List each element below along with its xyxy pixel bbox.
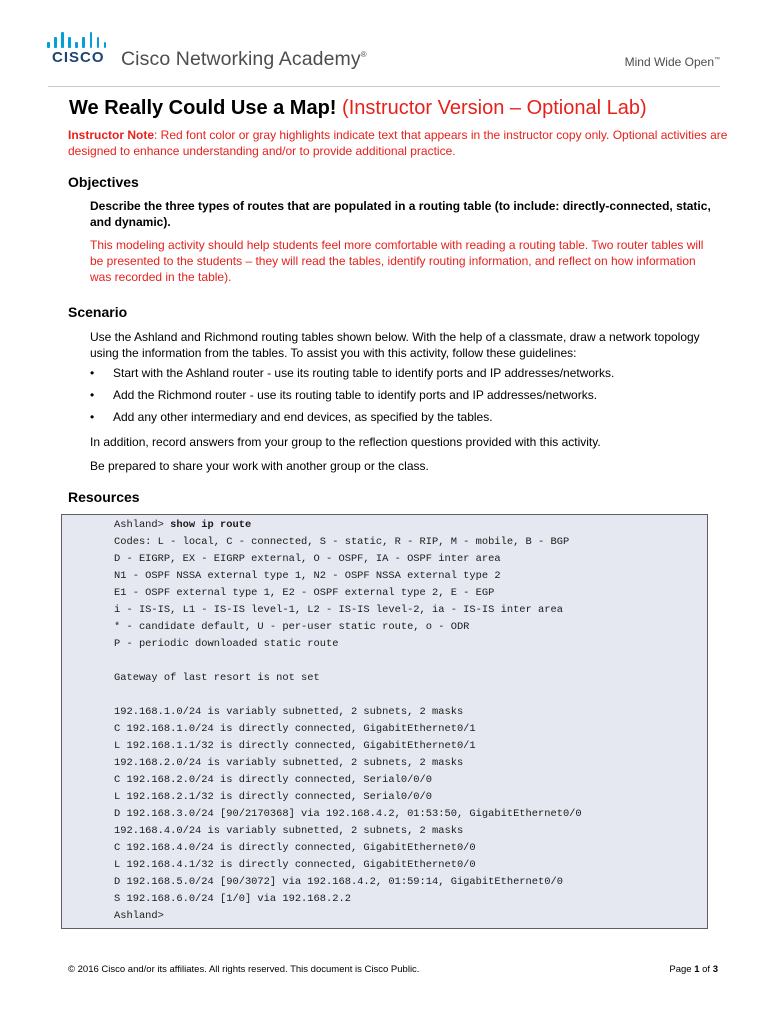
- code-line: D - EIGRP, EX - EIGRP external, O - OSPF, IA - OSPF inter area: [114, 553, 501, 565]
- command-line: Ashland> show ip route: [114, 519, 252, 531]
- cisco-wordmark: CISCO: [52, 49, 105, 66]
- instructor-note: Instructor Note: Red font color or gray highlights indicate text that appears in the instructor copy only. Optional activities are designed to enhance understanding and/or to provide additional practice.: [68, 128, 728, 158]
- page-header: [0, 0, 768, 86]
- scenario-heading: Scenario: [68, 304, 128, 320]
- code-line: Codes: L - local, C - connected, S - static, R - RIP, M - mobile, B - BGP: [114, 536, 570, 548]
- routing-table-output: [61, 514, 708, 929]
- scenario-prepared: Be prepared to share your work with another group or the class.: [90, 459, 429, 473]
- cisco-logo: [47, 30, 111, 66]
- page-number: Page 1 of 3: [669, 964, 718, 975]
- code-line: Ashland>: [114, 910, 164, 922]
- code-line: i - IS-IS, L1 - IS-IS level-1, L2 - IS-IS level-2, ia - IS-IS inter area: [114, 604, 563, 616]
- title-version: (Instructor Version – Optional Lab): [342, 97, 647, 119]
- code-line: N1 - OSPF NSSA external type 1, N2 - OSPF NSSA external type 2: [114, 570, 501, 582]
- academy-name: Cisco Networking Academy®: [121, 48, 367, 70]
- tagline: Mind Wide Open™: [624, 55, 720, 69]
- list-item: • Add the Richmond router - use its routing table to identify ports and IP addresses/networks.: [90, 388, 598, 402]
- guideline-list: [90, 365, 720, 431]
- code-line: C 192.168.2.0/24 is directly connected, Serial0/0/0: [114, 774, 433, 786]
- code-line: E1 - OSPF external type 1, E2 - OSPF external type 2, E - EGP: [114, 587, 495, 599]
- page-title: We Really Could Use a Map! (Instructor Version – Optional Lab): [69, 97, 647, 119]
- header-divider: [48, 86, 720, 87]
- code-line: D 192.168.3.0/24 [90/2170368] via 192.168.4.2, 01:53:50, GigabitEthernet0/0: [114, 808, 582, 820]
- code-line: P - periodic downloaded static route: [114, 638, 339, 650]
- copyright-notice: © 2016 Cisco and/or its affiliates. All rights reserved. This document is Cisco Public.: [68, 964, 420, 975]
- resources-heading: Resources: [68, 489, 140, 505]
- code-line: 192.168.4.0/24 is variably subnetted, 2 subnets, 2 masks: [114, 825, 464, 837]
- code-line: C 192.168.4.0/24 is directly connected, GigabitEthernet0/0: [114, 842, 476, 854]
- scenario-intro: Use the Ashland and Richmond routing tables shown below. With the help of a classmate, draw a network topology using the information from the tables. To assist you with this activity, follow these guidelines:: [90, 330, 700, 360]
- code-line: D 192.168.5.0/24 [90/3072] via 192.168.4.2, 01:59:14, GigabitEthernet0/0: [114, 876, 563, 888]
- code-line: C 192.168.1.0/24 is directly connected, GigabitEthernet0/1: [114, 723, 476, 735]
- code-line: L 192.168.2.1/32 is directly connected, Serial0/0/0: [114, 791, 433, 803]
- code-line: 192.168.1.0/24 is variably subnetted, 2 subnets, 2 masks: [114, 706, 464, 718]
- list-item: • Add any other intermediary and end devices, as specified by the tables.: [90, 410, 493, 424]
- code-line: S 192.168.6.0/24 [1/0] via 192.168.2.2: [114, 893, 351, 905]
- code-line: L 192.168.4.1/32 is directly connected, GigabitEthernet0/0: [114, 859, 476, 871]
- objective-instructor-text: This modeling activity should help students feel more comfortable with reading a routing table. Two router tables will be presented to the students – they will read the tables, identify routing information, and reflect on how information was recorded in the table).: [90, 238, 704, 284]
- scenario-addition: In addition, record answers from your group to the reflection questions provided with this activity.: [90, 435, 601, 449]
- code-line: L 192.168.1.1/32 is directly connected, GigabitEthernet0/1: [114, 740, 476, 752]
- list-item: • Start with the Ashland router - use its routing table to identify ports and IP addresses/networks.: [90, 366, 615, 380]
- objective-text: Describe the three types of routes that are populated in a routing table (to include: directly-connected, static, and dynamic).: [90, 199, 711, 229]
- code-line: * - candidate default, U - per-user static route, o - ODR: [114, 621, 470, 633]
- code-line: 192.168.2.0/24 is variably subnetted, 2 subnets, 2 masks: [114, 757, 464, 769]
- objectives-heading: Objectives: [68, 174, 139, 190]
- cisco-bars-icon: [47, 30, 111, 48]
- code-line: Gateway of last resort is not set: [114, 672, 320, 684]
